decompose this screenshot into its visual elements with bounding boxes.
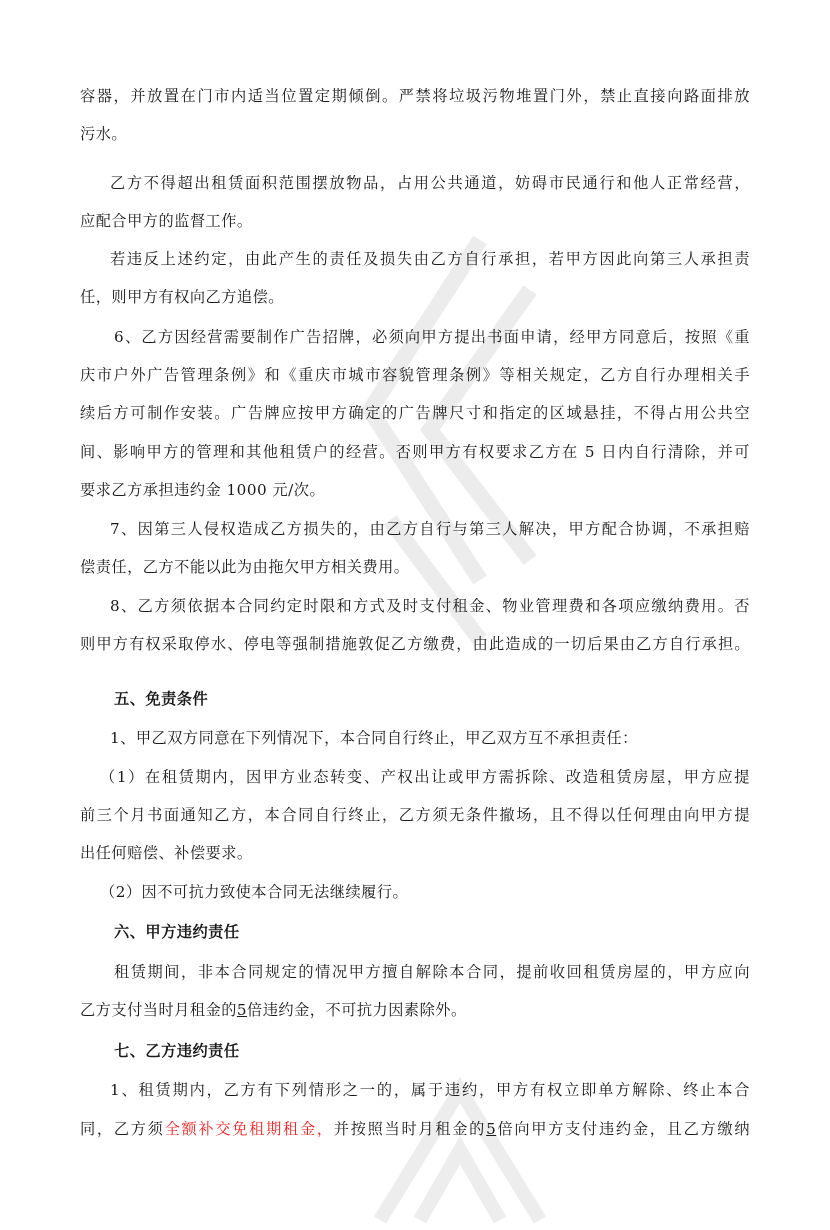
body-line: 应配合甲方的监督工作。 [80, 212, 253, 230]
paragraph: 1、租赁期内，乙方有下列情形之一的，属于违约，甲方有权立即单方解除、终止本合 [110, 1081, 750, 1099]
body-line: 乙方不得超出租赁面积范围摆放物品，占用公共通道，妨碍市民通行和他人正常经营， [110, 174, 750, 192]
body-line: 偿责任，乙方不能以此为由拖欠甲方相关费用。 [80, 558, 410, 576]
paragraph [80, 1117, 750, 1141]
body-line: 污水。 [80, 125, 128, 143]
body-line: 任，则甲方有权向乙方追偿。 [80, 288, 284, 306]
paragraph: （2）因不可抗力致使本合同无法继续履行。 [100, 883, 409, 901]
underlined-number: 5 [486, 1120, 497, 1138]
text-span: 倍向甲方支付违约金，且乙方缴纳 [496, 1120, 751, 1138]
body-line: 8、乙方须依据本合同约定时限和方式及时支付租金、物业管理费和各项应缴纳费用。否 [110, 597, 750, 615]
body-line: 则甲方有权采取停水、停电等强制措施敦促乙方缴费，由此造成的一切后果由乙方自行承担。 [80, 635, 750, 653]
body-line: 容器，并放置在门市内适当位置定期倾倒。严禁将垃圾污物堆置门外，禁止直接向路面排放 [80, 87, 750, 105]
body-line: 要求乙方承担违约金 1000 元/次。 [80, 481, 326, 499]
body-line: 续后方可制作安装。广告牌应按甲方确定的广告牌尺寸和指定的区域悬挂，不得占用公共空 [80, 404, 750, 422]
section-heading-exemption: 五、免责条件 [114, 690, 209, 708]
underlined-number: 5 [236, 1001, 248, 1019]
section-heading-party-b-breach: 七、乙方违约责任 [114, 1042, 240, 1060]
paragraph: 出任何赔偿、补偿要求。 [80, 844, 253, 862]
paragraph: 租赁期间，非本合同规定的情况甲方擅自解除本合同，提前收回租赁房屋的，甲方应向 [114, 963, 750, 981]
text-span: 乙方支付当时月租金的 [80, 1001, 237, 1019]
body-line: 庆市户外广告管理条例》和《重庆市城市容貌管理条例》等相关规定，乙方自行办理相关手 [80, 366, 750, 384]
highlighted-text: 全额补交免租期租金， [164, 1120, 334, 1138]
text-span: 同，乙方须 [80, 1120, 165, 1138]
paragraph: 前三个月书面通知乙方，本合同自行终止，乙方须无条件撤场，且不得以任何理由向甲方提 [80, 806, 750, 824]
body-line: 7、因第三人侵权造成乙方损失的，由乙方自行与第三人解决，甲方配合协调，不承担赔 [110, 520, 750, 538]
body-line: 6、乙方因经营需要制作广告招牌，必须向甲方提出书面申请，经甲方同意后，按照《重 [114, 328, 750, 346]
body-line: 间、影响甲方的管理和其他租赁户的经营。否则甲方有权要求乙方在 5 日内自行清除，并可 [80, 443, 750, 461]
text-span: 并按照当时月租金的 [333, 1120, 487, 1138]
section-heading-party-a-breach: 六、甲方违约责任 [114, 923, 240, 941]
body-line: 若违反上述约定，由此产生的责任及损失由乙方自行承担，若甲方因此向第三人承担责 [110, 250, 750, 268]
paragraph [80, 998, 750, 1022]
paragraph: 1、甲乙双方同意在下列情况下，本合同自行终止，甲乙双方互不承担责任： [110, 729, 638, 747]
text-span: 倍违约金，不可抗力因素除外。 [247, 1001, 467, 1019]
paragraph: （1）在租赁期内，因甲方业态转变、产权出让或甲方需拆除、改造租赁房屋，甲方应提 [100, 768, 750, 786]
